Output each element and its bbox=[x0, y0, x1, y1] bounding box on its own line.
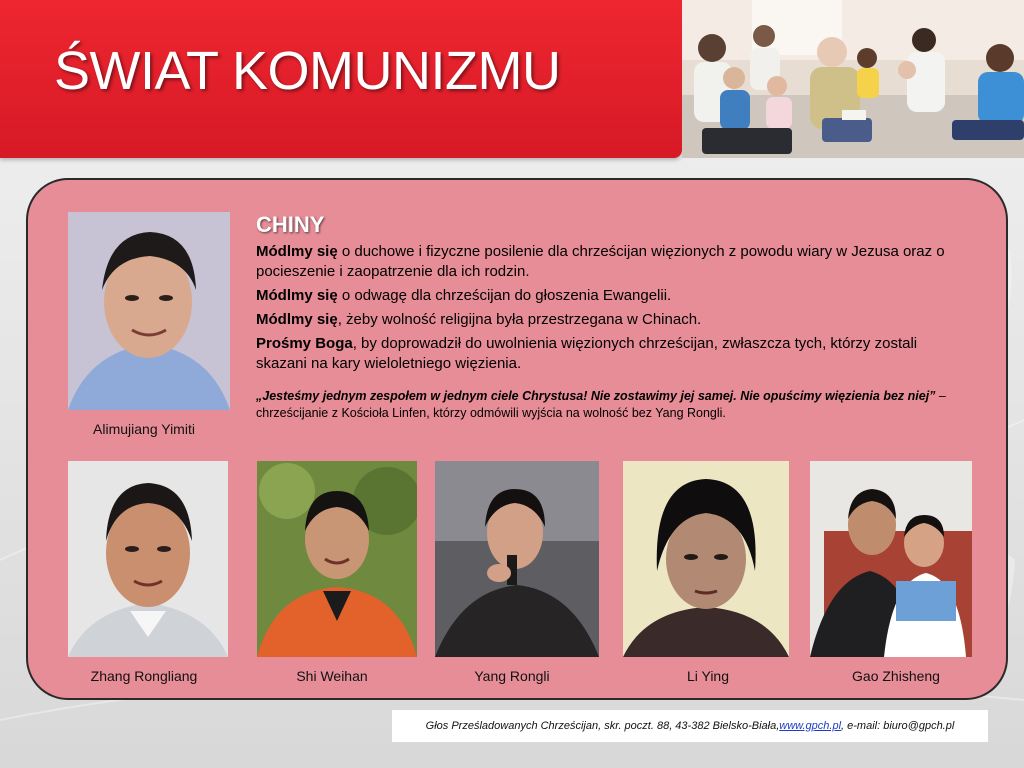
website-link[interactable]: www.gpch.pl bbox=[779, 720, 842, 732]
prayer-text: , żeby wolność religijna była przestrzegana w Chinach. bbox=[337, 311, 702, 328]
footer-contact bbox=[392, 710, 988, 742]
prayer-item bbox=[256, 310, 946, 330]
prayer-lead: Módlmy się bbox=[256, 287, 338, 304]
prayer-text: , by doprowadził do uwolnienia więzionych chrześcijan, zwłaszcza tych, którzy zostali skazani na kary wieloletniego więzienia. bbox=[256, 335, 918, 372]
portrait-zhang-rongliang bbox=[68, 461, 228, 657]
portrait-yang-rongli bbox=[435, 461, 599, 657]
prayer-lead: Módlmy się bbox=[256, 311, 338, 328]
page-title: ŚWIAT KOMUNIZMU bbox=[54, 41, 561, 101]
portrait-shi-weihan bbox=[257, 461, 417, 657]
caption-alimujiang-yimiti: Alimujiang Yimiti bbox=[93, 421, 195, 437]
portrait-li-ying bbox=[623, 461, 789, 657]
quote-text: „Jesteśmy jednym zespołem w jednym ciele Chrystusa! Nie zostawimy jej samej. Nie opuścimy więzienia bez niej” bbox=[256, 389, 936, 403]
caption-shi-weihan: Shi Weihan bbox=[296, 668, 368, 684]
quote-attribution: – chrześcijanie z Kościoła Linfen, którzy odmówili wyjścia na wolność bez Yang Rongli. bbox=[256, 389, 946, 420]
caption-li-ying: Li Ying bbox=[686, 668, 730, 684]
caption-gao-zhisheng: Gao Zhisheng bbox=[852, 668, 940, 684]
footer-address: Głos Prześladowanych Chrześcijan, skr. poczt. 88, 43-382 Bielsko-Biała, bbox=[425, 720, 780, 732]
prayer-text: o duchowe i fizyczne posilenie dla chrześcijan więzionych z powodu wiary w Jezusa oraz o pocieszenie i zaopatrzenie dla ich rodzin. bbox=[256, 243, 945, 280]
caption-zhang-rongliang: Zhang Rongliang bbox=[90, 668, 198, 684]
quote bbox=[256, 388, 946, 422]
prayer-section bbox=[256, 212, 946, 422]
caption-yang-rongli: Yang Rongli bbox=[474, 668, 550, 684]
prayer-lead: Módlmy się bbox=[256, 243, 338, 260]
prayer-item bbox=[256, 242, 946, 282]
footer-email: , e-mail: biuro@gpch.pl bbox=[841, 720, 955, 732]
prayer-item bbox=[256, 334, 946, 374]
prayer-text: o odwagę dla chrześcijan do głoszenia Ewangelii. bbox=[337, 287, 672, 304]
country-heading: CHINY bbox=[256, 212, 325, 237]
prayer-lead: Prośmy Boga bbox=[256, 335, 353, 352]
portrait-alimujiang-yimiti bbox=[68, 212, 230, 410]
prayer-item bbox=[256, 286, 946, 306]
portrait-gao-zhisheng bbox=[810, 461, 972, 657]
title-bar bbox=[0, 0, 682, 158]
header-family-photo bbox=[682, 0, 1024, 158]
